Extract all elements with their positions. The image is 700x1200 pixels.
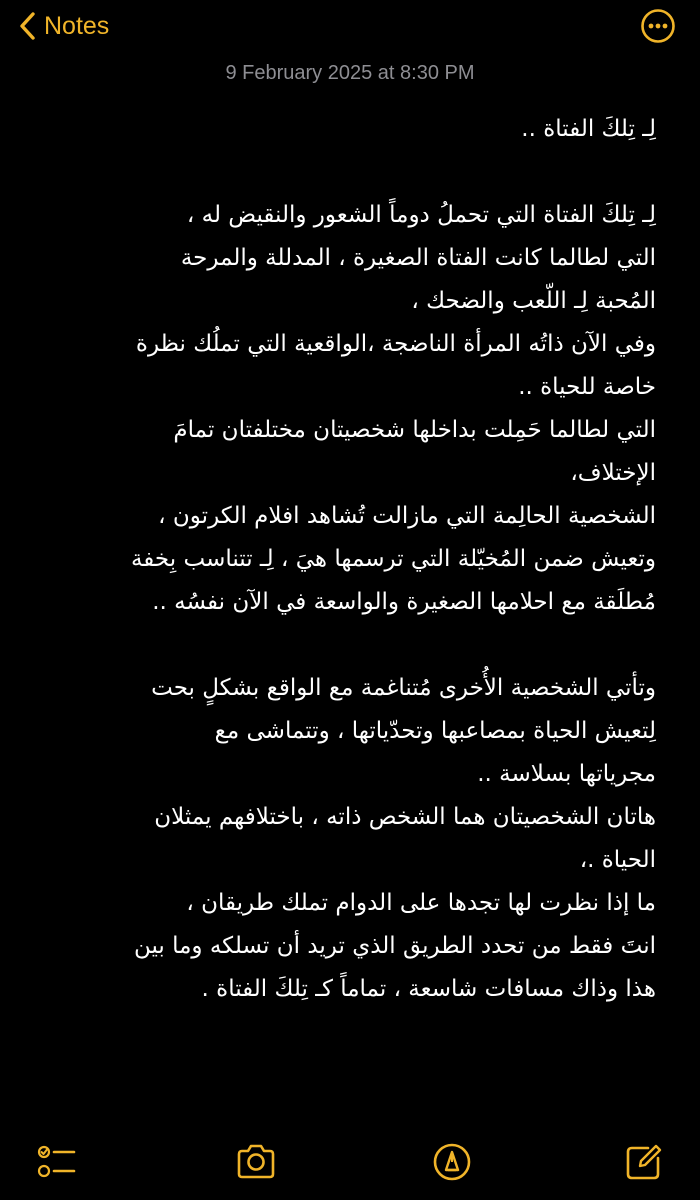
note-line: ما إذا نظرت لها تجدها على الدوام تملك طريقان ، xyxy=(186,890,656,916)
note-line xyxy=(34,624,656,667)
note-line: التي لطالما كانت الفتاة الصغيرة ، المدللة والمرحة xyxy=(180,245,656,271)
note-line: هذا وذاك مسافات شاسعة ، تماماً كـ تِلكَ الفتاة . xyxy=(201,976,656,1002)
chevron-left-icon xyxy=(18,11,36,41)
note-body[interactable] xyxy=(34,108,656,1011)
camera-button[interactable] xyxy=(234,1140,278,1184)
note-line: لِـ تِلكَ الفتاة التي تحملُ دوماً الشعور والنقيض له ، xyxy=(186,202,656,228)
note-line: الحياة .، xyxy=(579,847,656,873)
note-line: وتأتي الشخصية الأُخرى مُتناغمة مع الواقع بشكلٍ بحت xyxy=(151,675,656,701)
back-button-label: Notes xyxy=(44,12,110,40)
markup-button[interactable] xyxy=(430,1140,474,1184)
note-line: انتَ فقط من تحدد الطريق الذي تريد أن تسلكه وما بين xyxy=(133,933,656,959)
camera-icon xyxy=(234,1140,278,1184)
note-line: خاصة للحياة .. xyxy=(518,374,656,400)
note-line xyxy=(34,151,656,194)
navigation-bar xyxy=(0,0,700,56)
note-line: هاتان الشخصيتان هما الشخص ذاته ، باختلافهم يمثلان xyxy=(154,804,656,830)
back-button[interactable] xyxy=(18,6,109,46)
more-icon xyxy=(640,8,676,44)
compose-button[interactable] xyxy=(622,1140,666,1184)
note-line: وفي الآن ذاتُه المرأة الناضجة ،الواقعية التي تملُك نظرة xyxy=(135,331,656,357)
checklist-icon xyxy=(34,1140,78,1184)
note-line: مُطلَقة مع احلامها الصغيرة والواسعة في الآن نفسُه .. xyxy=(152,589,656,615)
note-timestamp: 9 February 2025 at 8:30 PM xyxy=(225,62,475,84)
more-options-button[interactable] xyxy=(640,8,676,44)
note-line: مجرياتها بسلاسة .. xyxy=(477,761,656,787)
note-line: التي لطالما حَمِلت بداخلها شخصيتان مختلفتان تمامَ xyxy=(173,417,656,443)
note-line: وتعيش ضمن المُخيّلة التي ترسمها هيَ ، لِـ تتناسب بِخفة xyxy=(130,546,656,572)
markup-pen-icon xyxy=(430,1140,474,1184)
note-line: الإختلاف، xyxy=(570,460,656,486)
checklist-button[interactable] xyxy=(34,1140,78,1184)
note-line: لِـ تِلكَ الفتاة .. xyxy=(521,116,656,142)
note-line: لِتعيش الحياة بمصاعبها وتحدّياتها ، وتتماشى مع xyxy=(214,718,656,744)
note-line: المُحبة لِـ اللّعب والضحك ، xyxy=(411,288,656,314)
note-line: الشخصية الحالِمة التي مازالت تُشاهد افلام الكرتون ، xyxy=(158,503,656,529)
bottom-toolbar xyxy=(0,1120,700,1200)
compose-icon xyxy=(622,1140,666,1184)
